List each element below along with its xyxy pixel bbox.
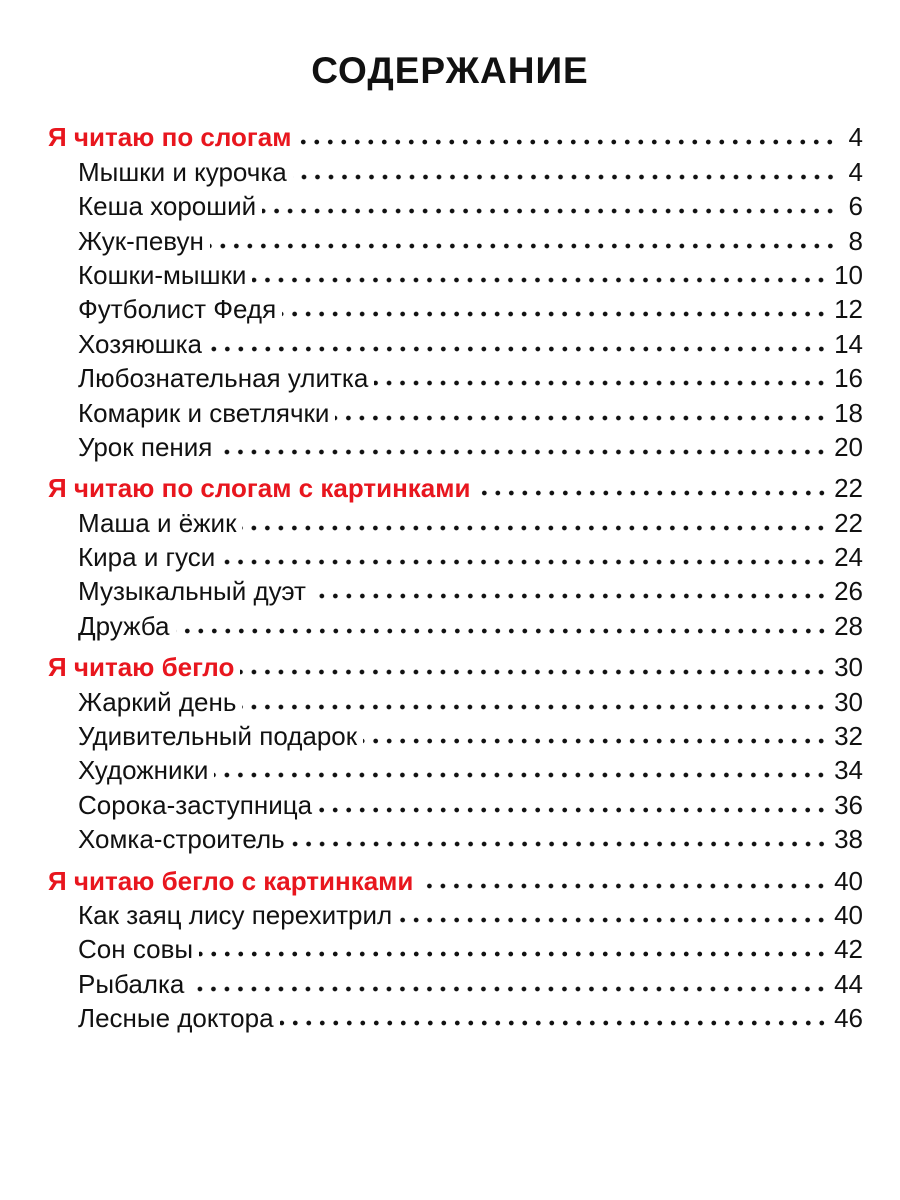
dot-leader bbox=[214, 771, 828, 779]
toc-entry[interactable] bbox=[48, 572, 863, 606]
toc-entry[interactable] bbox=[48, 785, 863, 819]
page-number: 46 bbox=[834, 1003, 863, 1034]
page-number: 18 bbox=[834, 397, 863, 428]
dot-leader bbox=[208, 345, 828, 353]
entry-title: Футболист Федя bbox=[78, 294, 277, 325]
page-number: 12 bbox=[834, 294, 863, 325]
page-number: 38 bbox=[834, 824, 863, 855]
page-number: 10 bbox=[834, 259, 863, 290]
page-title: СОДЕРЖАНИЕ bbox=[311, 50, 589, 91]
section-heading[interactable] bbox=[48, 861, 863, 895]
section-heading[interactable] bbox=[48, 469, 863, 503]
page-number: 30 bbox=[834, 686, 863, 717]
entry-title: Жук-певун bbox=[78, 225, 204, 256]
section-title: Я читаю бегло bbox=[48, 652, 235, 683]
toc-entry[interactable] bbox=[48, 152, 863, 186]
entry-title: Мышки и курочка bbox=[78, 156, 287, 187]
toc-entry[interactable] bbox=[48, 393, 863, 427]
entry-title: Жаркий день bbox=[78, 686, 237, 717]
entry-title: Дружба bbox=[78, 610, 170, 641]
page-number: 44 bbox=[834, 968, 863, 999]
entry-title: Как заяц лису перехитрил bbox=[78, 899, 393, 930]
page-number: 22 bbox=[834, 473, 863, 504]
entry-title: Художники bbox=[78, 755, 209, 786]
page-number: 40 bbox=[834, 865, 863, 896]
dot-leader bbox=[218, 448, 828, 456]
toc-entry[interactable] bbox=[48, 896, 863, 930]
toc-entry[interactable] bbox=[48, 751, 863, 785]
page-number: 4 bbox=[848, 122, 863, 153]
section-title: Я читаю бегло с картинками bbox=[48, 865, 414, 896]
entry-title: Маша и ёжик bbox=[78, 507, 237, 538]
dot-leader bbox=[293, 173, 837, 181]
section-title: Я читаю по слогам bbox=[48, 122, 292, 153]
dot-leader bbox=[176, 627, 829, 635]
dot-leader bbox=[199, 950, 828, 958]
toc-entry[interactable] bbox=[48, 256, 863, 290]
section-heading[interactable] bbox=[48, 118, 863, 152]
page-number: 6 bbox=[848, 191, 863, 222]
toc-section bbox=[48, 648, 863, 854]
page-number: 26 bbox=[834, 576, 863, 607]
entry-title: Сорока-заступница bbox=[78, 789, 313, 820]
dot-leader bbox=[252, 276, 828, 284]
page-number: 4 bbox=[848, 156, 863, 187]
dot-leader bbox=[374, 379, 828, 387]
page-number: 20 bbox=[834, 431, 863, 462]
entry-title: Урок пения bbox=[78, 431, 213, 462]
section-title: Я читаю по слогам с картинками bbox=[48, 473, 471, 504]
entry-title: Рыбалка bbox=[78, 968, 185, 999]
dot-leader bbox=[242, 703, 828, 711]
entry-title: Кеша хороший bbox=[78, 191, 257, 222]
entry-title: Удивительный подарок bbox=[78, 721, 358, 752]
toc-entry[interactable] bbox=[48, 964, 863, 998]
entry-title: Комарик и светлячки bbox=[78, 397, 330, 428]
toc-entry[interactable] bbox=[48, 428, 863, 462]
toc-entry[interactable] bbox=[48, 820, 863, 854]
toc-section bbox=[48, 118, 863, 462]
entry-title: Кошки-мышки bbox=[78, 259, 247, 290]
dot-leader bbox=[242, 524, 828, 532]
page-number: 36 bbox=[834, 789, 863, 820]
toc-entry[interactable] bbox=[48, 717, 863, 751]
dot-leader bbox=[335, 414, 828, 422]
page-number: 24 bbox=[834, 542, 863, 573]
dot-leader bbox=[477, 489, 829, 497]
dot-leader bbox=[297, 138, 837, 146]
dot-leader bbox=[318, 806, 828, 814]
dot-leader bbox=[363, 737, 828, 745]
dot-leader bbox=[291, 840, 828, 848]
toc-entry[interactable] bbox=[48, 606, 863, 640]
entry-title: Музыкальный дуэт bbox=[78, 576, 306, 607]
dot-leader bbox=[398, 916, 828, 924]
toc-entry[interactable] bbox=[48, 187, 863, 221]
page-number: 40 bbox=[834, 899, 863, 930]
page-number: 22 bbox=[834, 507, 863, 538]
page-number: 28 bbox=[834, 610, 863, 641]
entry-title: Лесные доктора bbox=[78, 1003, 274, 1034]
dot-leader bbox=[280, 1019, 829, 1027]
dot-leader bbox=[221, 558, 828, 566]
entry-title: Хомка-строитель bbox=[78, 824, 285, 855]
toc-section bbox=[48, 469, 863, 641]
entry-title: Сон совы bbox=[78, 934, 194, 965]
section-heading[interactable] bbox=[48, 648, 863, 682]
table-of-contents bbox=[48, 118, 863, 1040]
toc-entry[interactable] bbox=[48, 290, 863, 324]
toc-entry[interactable] bbox=[48, 930, 863, 964]
dot-leader bbox=[190, 985, 828, 993]
dot-leader bbox=[419, 882, 828, 890]
page-number: 42 bbox=[834, 934, 863, 965]
toc-entry[interactable] bbox=[48, 221, 863, 255]
toc-section bbox=[48, 861, 863, 1033]
dot-leader bbox=[240, 668, 828, 676]
page-number: 16 bbox=[834, 363, 863, 394]
entry-title: Любознательная улитка bbox=[78, 363, 369, 394]
dot-leader bbox=[312, 592, 828, 600]
page-number: 30 bbox=[834, 652, 863, 683]
page-number: 32 bbox=[834, 721, 863, 752]
toc-entry[interactable] bbox=[48, 999, 863, 1033]
toc-entry[interactable] bbox=[48, 324, 863, 358]
toc-entry[interactable] bbox=[48, 359, 863, 393]
entry-title: Хозяюшка bbox=[78, 328, 202, 359]
toc-entry[interactable] bbox=[48, 503, 863, 537]
dot-leader bbox=[210, 242, 837, 250]
page-number: 14 bbox=[834, 328, 863, 359]
page-number: 34 bbox=[834, 755, 863, 786]
page-number: 8 bbox=[848, 225, 863, 256]
toc-entry[interactable] bbox=[48, 538, 863, 572]
entry-title: Кира и гуси bbox=[78, 542, 216, 573]
dot-leader bbox=[282, 310, 828, 318]
toc-entry[interactable] bbox=[48, 682, 863, 716]
dot-leader bbox=[262, 207, 837, 215]
